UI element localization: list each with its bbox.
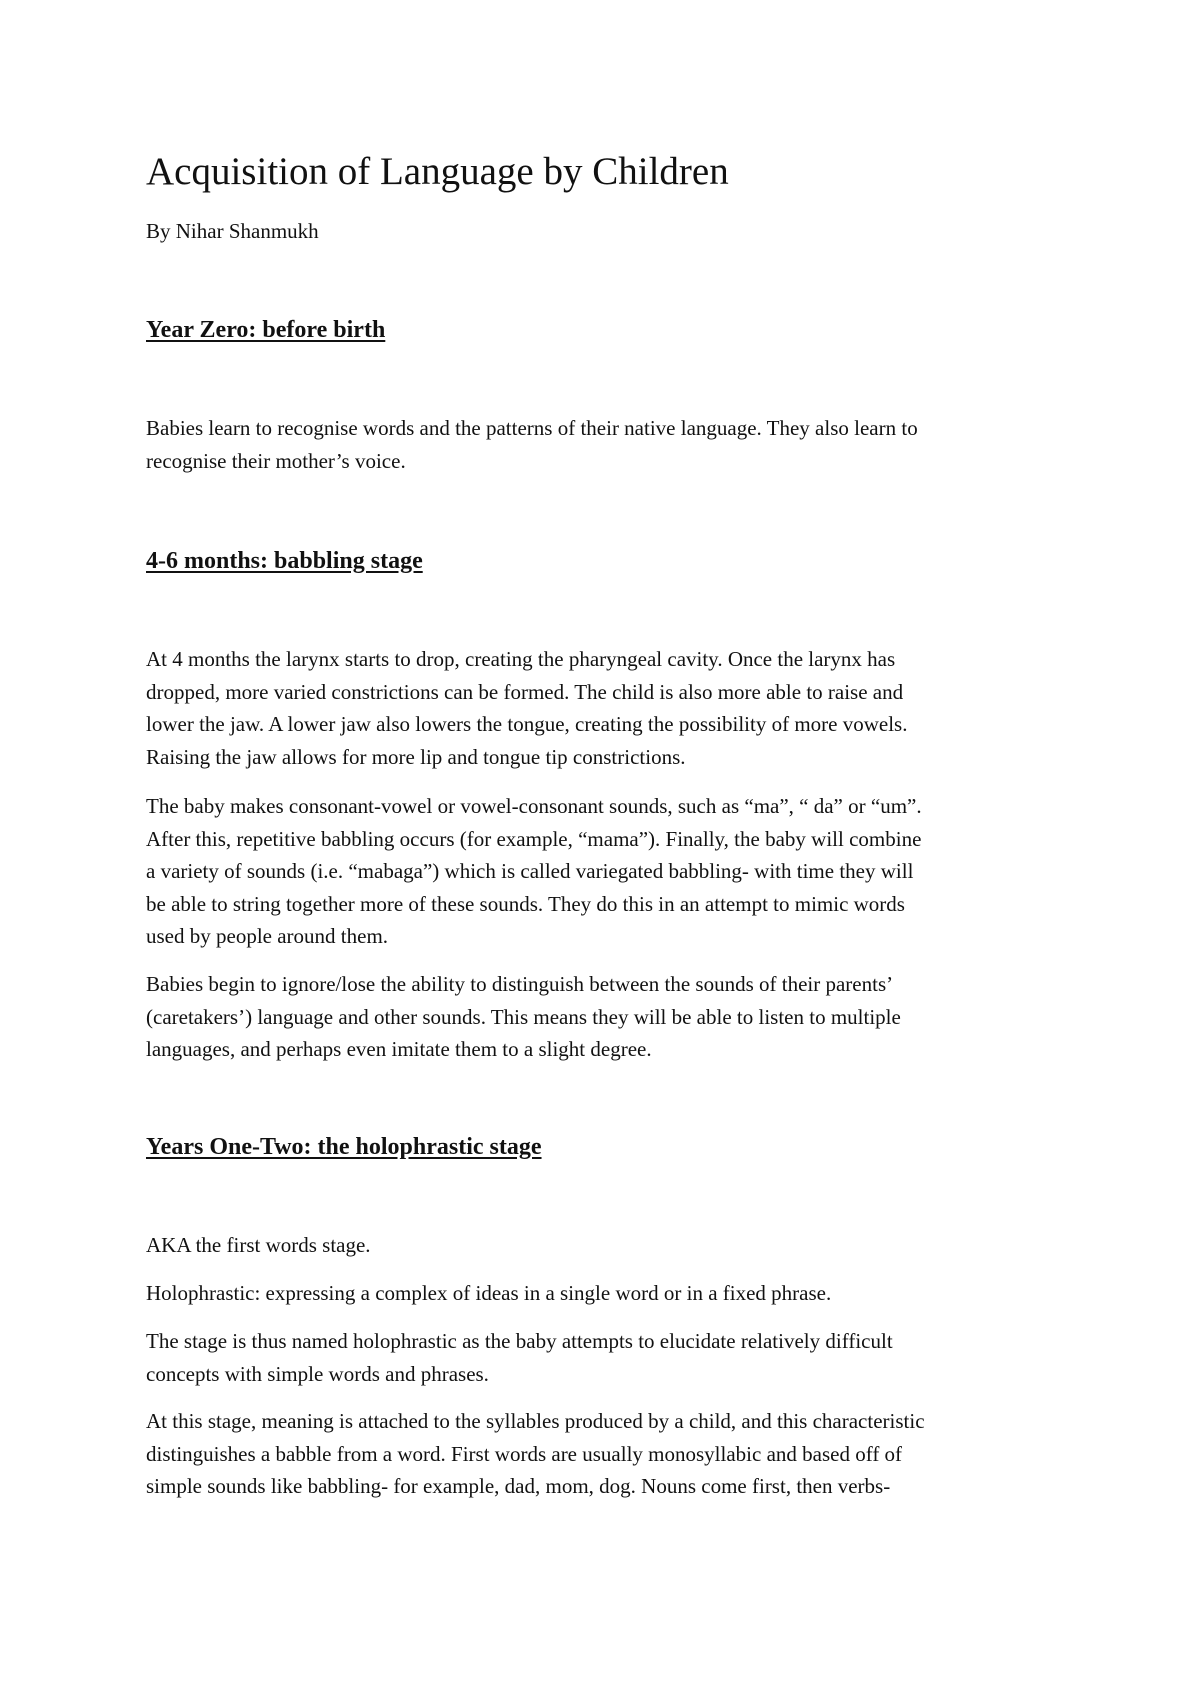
text-line: distinguishes a babble from a word. First words are usually monosyllabic and based off of xyxy=(146,1441,903,1466)
section-babbling-paragraph-1 xyxy=(146,643,1066,773)
text-line: lower the jaw. A lower jaw also lowers the tongue, creating the possibility of more vowels. xyxy=(146,712,908,736)
text-line: dropped, more varied constrictions can be formed. The child is also more able to raise and xyxy=(146,679,904,704)
text-line: languages, and perhaps even imitate them to a slight degree. xyxy=(146,1037,652,1061)
text-line: a variety of sounds (i.e. “mabaga”) which is called variegated babbling- with time they will xyxy=(146,859,914,883)
text-line: be able to string together more of these sounds. They do this in an attempt to mimic words xyxy=(146,891,905,916)
text-line: AKA the first words stage. xyxy=(146,1233,371,1257)
text-line: The baby makes consonant-vowel or vowel-consonant sounds, such as “ma”, “ da” or “um”. xyxy=(146,794,922,818)
text-line: After this, repetitive babbling occurs (for example, “mama”). Finally, the baby will combine xyxy=(146,826,922,851)
section-holophrastic-paragraph-3 xyxy=(146,1325,1066,1390)
text-line: Babies learn to recognise words and the patterns of their native language. They also learn to xyxy=(146,416,918,440)
section-heading-year-zero: Year Zero: before birth xyxy=(146,317,386,343)
section-holophrastic-paragraph-2 xyxy=(146,1277,1066,1310)
section-year-zero-paragraph xyxy=(146,412,1066,477)
section-holophrastic-paragraph-4 xyxy=(146,1405,1066,1503)
text-line: simple sounds like babbling- for example, dad, mom, dog. Nouns come first, then verbs- xyxy=(146,1474,891,1498)
text-line: (caretakers’) language and other sounds. This means they will be able to listen to multiple xyxy=(146,1004,901,1029)
document-author: By Nihar Shanmukh xyxy=(146,219,319,243)
text-line: Babies begin to ignore/lose the ability to distinguish between the sounds of their parents’ xyxy=(146,972,894,996)
text-line: Holophrastic: expressing a complex of ideas in a single word or in a fixed phrase. xyxy=(146,1281,832,1305)
text-line: recognise their mother’s voice. xyxy=(146,448,406,473)
text-line: The stage is thus named holophrastic as the baby attempts to elucidate relatively difficult xyxy=(146,1329,893,1353)
text-line: used by people around them. xyxy=(146,924,389,948)
text-line: At 4 months the larynx starts to drop, creating the pharyngeal cavity. Once the larynx has xyxy=(146,647,896,671)
section-babbling-paragraph-2 xyxy=(146,790,1066,953)
section-heading-babbling-stage: 4-6 months: babbling stage xyxy=(146,548,423,574)
text-line: Raising the jaw allows for more lip and tongue tip constrictions. xyxy=(146,744,686,769)
document-title: Acquisition of Language by Children xyxy=(146,150,729,193)
text-line: concepts with simple words and phrases. xyxy=(146,1361,489,1386)
section-heading-holophrastic-stage: Years One-Two: the holophrastic stage xyxy=(146,1134,542,1160)
section-babbling-paragraph-3 xyxy=(146,968,1066,1066)
section-holophrastic-paragraph-1 xyxy=(146,1229,1066,1262)
text-line: At this stage, meaning is attached to the syllables produced by a child, and this characteristic xyxy=(146,1409,925,1433)
